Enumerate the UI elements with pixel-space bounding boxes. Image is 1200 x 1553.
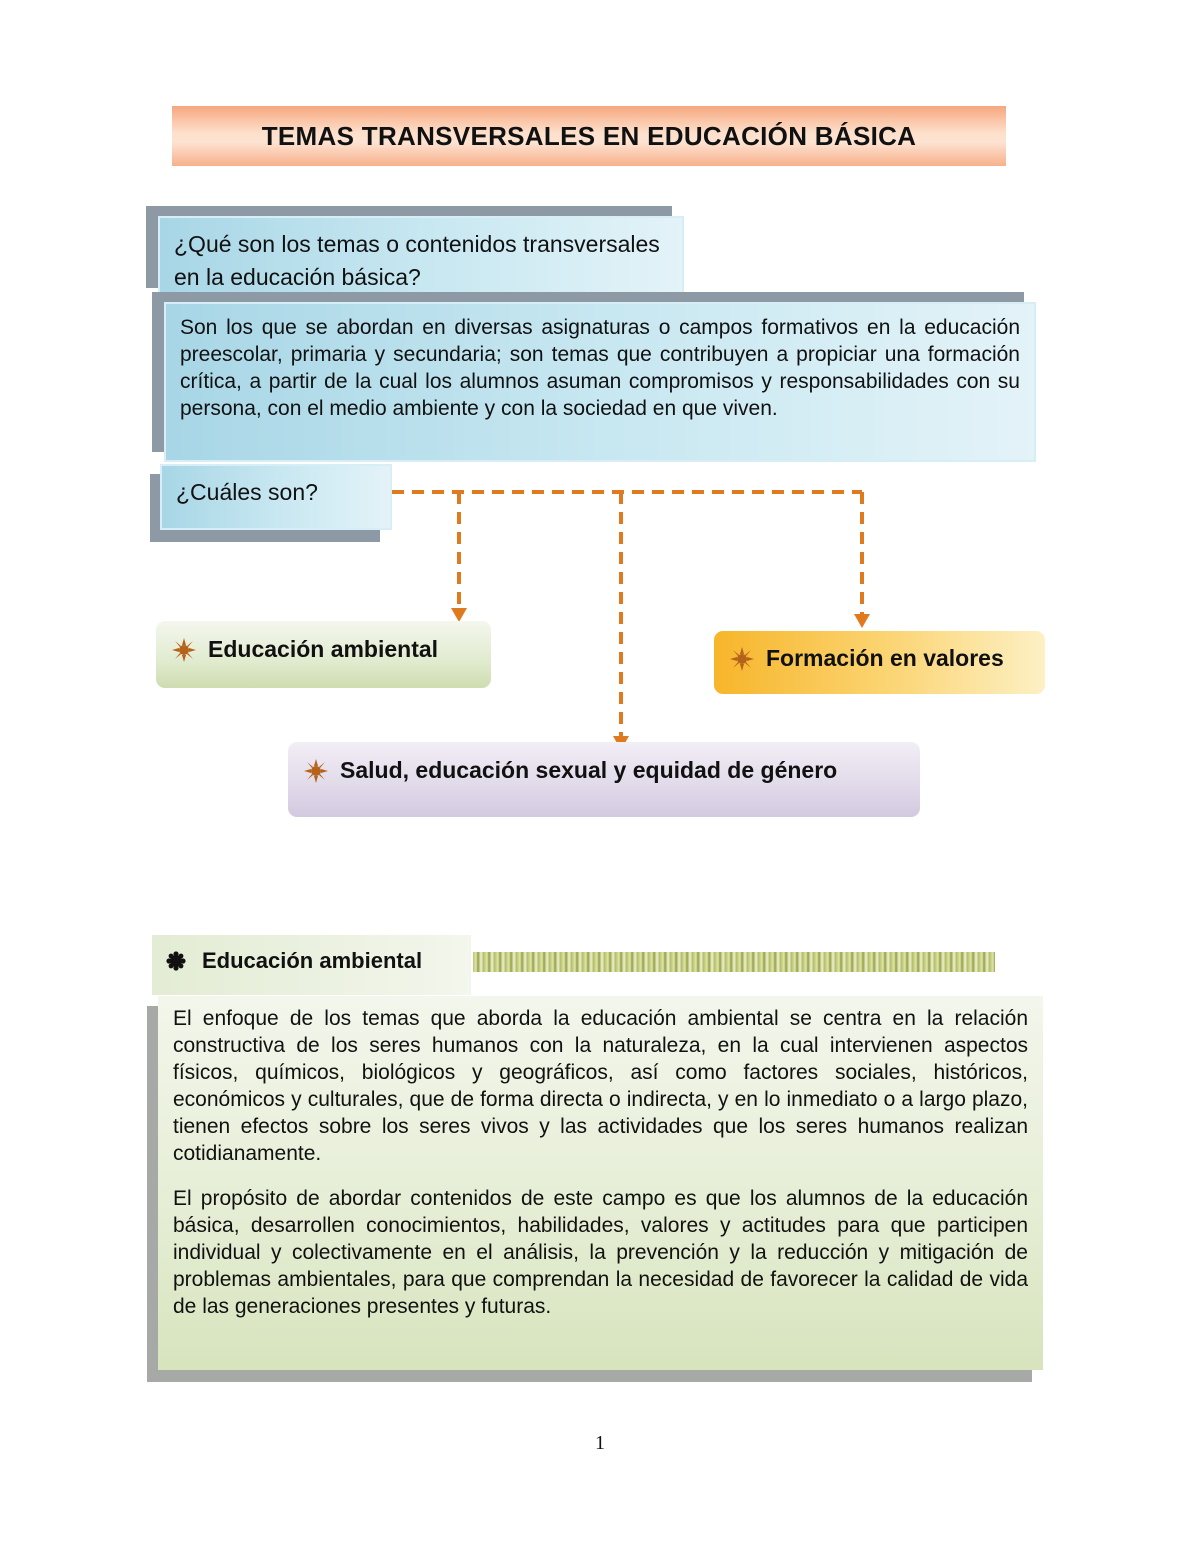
arrow-head-ambiental	[451, 608, 467, 622]
section-paragraph-1: El enfoque de los temas que aborda la educación ambiental se centra en la relación constructiva de los seres humanos con la naturaleza, en la cual intervienen aspectos físicos, químicos, biológicos y geográficos, así como factores sociales, históricos, económicos y culturales, que de forma directa o indirecta, y en lo inmediato o a largo plazo, tienen efectos sobre los seres vivos y las actividades que los seres humanos realizan cotidianamente.	[173, 1007, 1028, 1165]
question2-text: ¿Cuáles son?	[176, 479, 318, 505]
flower-bullet-icon	[166, 951, 186, 971]
section-title: Educación ambiental	[202, 948, 423, 973]
sun-bullet-icon	[304, 759, 328, 783]
category-label: Educación ambiental	[208, 636, 439, 662]
page-title: TEMAS TRANSVERSALES EN EDUCACIÓN BÁSICA	[261, 120, 917, 151]
category-salud	[288, 742, 920, 817]
section-header	[152, 935, 471, 995]
section-paragraph-2: El propósito de abordar contenidos de este campo es que los alumnos de la educación básica, desarrollen conocimientos, habilidades, valores y actitudes para que participen individual y colectivamente en el análisis, la prevención y la reducción y mitigación de problemas ambientales, para que comprendan la necesidad de favorecer la calidad de vida de las generaciones presentes y futuras.	[173, 1187, 1028, 1318]
question-line-1: ¿Qué son los temas o contenidos transversales	[174, 231, 660, 257]
question-line-2: en la educación básica?	[174, 264, 421, 290]
answer-text: Son los que se abordan en diversas asignaturas o campos formativos en la educación preescolar, primaria y secundaria; son temas que contribuyen a propiciar una formación crítica, a partir de la cual los alumnos asuman compromisos y responsabilidades con su persona, con el medio ambiente y con la sociedad en que viven.	[180, 316, 1020, 420]
page-number: 1	[595, 1432, 605, 1454]
category-label: Formación en valores	[766, 645, 1004, 671]
sun-bullet-icon	[730, 647, 754, 671]
decorative-strip	[473, 952, 995, 972]
arrow-head-valores	[854, 614, 870, 628]
category-educacion-ambiental	[156, 621, 491, 688]
section-box	[158, 996, 1043, 1370]
sun-bullet-icon	[172, 638, 196, 662]
category-label: Salud, educación sexual y equidad de género	[340, 757, 838, 783]
category-formacion-valores	[714, 631, 1045, 694]
